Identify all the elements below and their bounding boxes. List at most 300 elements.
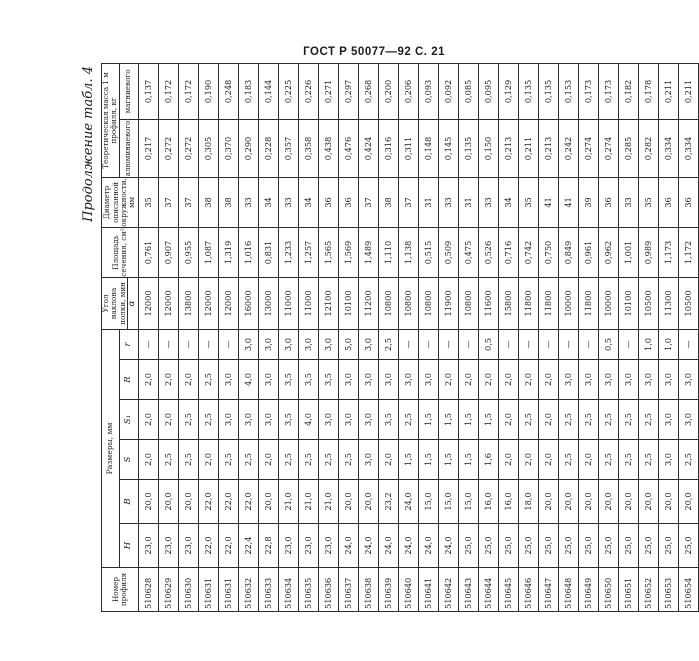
dim-R-cell: 3,0 — [378, 360, 398, 400]
table-row — [218, 63, 238, 611]
diameter-cell: 39 — [578, 177, 598, 227]
dim-S1-cell: 3,0 — [658, 400, 678, 440]
profile-number-cell: 510646 — [518, 568, 538, 612]
mass-magnesium-cell: 0,092 — [438, 63, 458, 119]
dim-R-cell: 2,0 — [158, 360, 178, 400]
table-row — [298, 63, 318, 611]
mass-aluminum-cell: 0,274 — [598, 119, 618, 177]
dim-H-cell: 25,0 — [518, 524, 538, 568]
mass-aluminum-cell: 0,358 — [298, 119, 318, 177]
profile-number-cell: 510647 — [538, 568, 558, 612]
diameter-cell: 35 — [518, 177, 538, 227]
header-magnesium: магниевого — [119, 63, 138, 119]
dim-S-cell: 2,5 — [338, 440, 358, 480]
profile-number-cell: 510628 — [138, 568, 158, 612]
angle-alpha-cell: 13000 — [258, 277, 278, 329]
dim-S-cell: 2,5 — [298, 440, 318, 480]
mass-magnesium-cell: 0,085 — [458, 63, 478, 119]
angle-alpha-cell: 10800 — [458, 277, 478, 329]
profile-number-cell: 510638 — [358, 568, 378, 612]
dim-H-cell: 24,0 — [358, 524, 378, 568]
dim-B-cell: 16,0 — [498, 480, 518, 524]
dim-B-cell: 20,0 — [138, 480, 158, 524]
dim-r-cell: 3,0 — [358, 329, 378, 359]
dim-r-cell: 3,0 — [258, 329, 278, 359]
dim-H-cell: 24,0 — [398, 524, 418, 568]
mass-aluminum-cell: 0,305 — [198, 119, 218, 177]
diameter-cell: 41 — [558, 177, 578, 227]
mass-aluminum-cell: 0,476 — [338, 119, 358, 177]
dim-H-cell: 23,0 — [158, 524, 178, 568]
diameter-cell: 38 — [378, 177, 398, 227]
mass-magnesium-cell: 0,225 — [278, 63, 298, 119]
area-cell: 1,001 — [618, 227, 638, 277]
dim-B-cell: 20,0 — [678, 480, 698, 524]
dim-S1-cell: 2,5 — [598, 400, 618, 440]
mass-magnesium-cell: 0,093 — [418, 63, 438, 119]
dim-R-cell: 3,5 — [318, 360, 338, 400]
mass-aluminum-cell: 0,145 — [438, 119, 458, 177]
profile-number-cell: 510644 — [478, 568, 498, 612]
profile-number-cell: 510642 — [438, 568, 458, 612]
dim-S1-cell: 2,5 — [638, 400, 658, 440]
diameter-cell: 33 — [478, 177, 498, 227]
diameter-cell: 35 — [638, 177, 658, 227]
diameter-cell: 33 — [238, 177, 258, 227]
dim-r-cell: — — [618, 329, 638, 359]
angle-alpha-cell: 11000 — [298, 277, 318, 329]
profile-number-cell: 510641 — [418, 568, 438, 612]
dim-R-cell: 3,0 — [218, 360, 238, 400]
dim-S-cell: 2,0 — [518, 440, 538, 480]
area-cell: 1,565 — [318, 227, 338, 277]
dim-r-cell: — — [518, 329, 538, 359]
area-cell: 1,087 — [198, 227, 218, 277]
dim-H-cell: 23,0 — [318, 524, 338, 568]
dim-B-cell: 21,0 — [298, 480, 318, 524]
table-row — [358, 63, 378, 611]
mass-magnesium-cell: 0,178 — [638, 63, 658, 119]
area-cell: 0,750 — [538, 227, 558, 277]
dim-B-cell: 20,0 — [658, 480, 678, 524]
diameter-cell: 37 — [178, 177, 198, 227]
mass-aluminum-cell: 0,334 — [678, 119, 698, 177]
profile-number-cell: 510631 — [198, 568, 218, 612]
dim-R-cell: 3,5 — [278, 360, 298, 400]
dim-r-cell: 3,0 — [238, 329, 258, 359]
mass-aluminum-cell: 0,272 — [178, 119, 198, 177]
dim-R-cell: 3,0 — [578, 360, 598, 400]
mass-aluminum-cell: 0,285 — [618, 119, 638, 177]
area-cell: 1,257 — [298, 227, 318, 277]
area-cell: 0,761 — [138, 227, 158, 277]
table-row — [618, 63, 638, 611]
dim-r-cell: 3,0 — [298, 329, 318, 359]
dim-B-cell: 20,0 — [358, 480, 378, 524]
mass-magnesium-cell: 0,129 — [498, 63, 518, 119]
dim-R-cell: 3,0 — [678, 360, 698, 400]
mass-magnesium-cell: 0,135 — [518, 63, 538, 119]
table-row — [678, 63, 698, 611]
dim-H-cell: 25,0 — [558, 524, 578, 568]
dim-B-cell: 22,0 — [198, 480, 218, 524]
dim-B-cell: 21,0 — [278, 480, 298, 524]
angle-alpha-cell: 10800 — [398, 277, 418, 329]
dim-R-cell: 3,0 — [618, 360, 638, 400]
header-alpha: α — [127, 277, 138, 329]
dim-R-cell: 2,0 — [178, 360, 198, 400]
dim-S1-cell: 2,0 — [498, 400, 518, 440]
mass-magnesium-cell: 0,095 — [478, 63, 498, 119]
dim-r-cell: — — [578, 329, 598, 359]
rotated-table-block — [79, 64, 693, 612]
diameter-cell: 41 — [538, 177, 558, 227]
angle-alpha-cell: 10500 — [638, 277, 658, 329]
mass-magnesium-cell: 0,211 — [658, 63, 678, 119]
dim-S-cell: 3,0 — [358, 440, 378, 480]
dim-H-cell: 25,0 — [658, 524, 678, 568]
header-S1: S₁ — [119, 400, 138, 440]
diameter-cell: 31 — [458, 177, 478, 227]
mass-magnesium-cell: 0,226 — [298, 63, 318, 119]
mass-aluminum-cell: 0,282 — [638, 119, 658, 177]
dim-B-cell: 15,0 — [438, 480, 458, 524]
dim-R-cell: 3,5 — [298, 360, 318, 400]
area-cell: 1,569 — [338, 227, 358, 277]
mass-aluminum-cell: 0,272 — [158, 119, 178, 177]
mass-aluminum-cell: 0,213 — [538, 119, 558, 177]
dim-H-cell: 23,0 — [178, 524, 198, 568]
angle-alpha-cell: 12000 — [158, 277, 178, 329]
dim-H-cell: 24,0 — [418, 524, 438, 568]
dim-S-cell: 1,5 — [438, 440, 458, 480]
mass-aluminum-cell: 0,228 — [258, 119, 278, 177]
header-B: B — [119, 480, 138, 524]
profile-number-cell: 510633 — [258, 568, 278, 612]
area-cell: 0,989 — [638, 227, 658, 277]
mass-magnesium-cell: 0,268 — [358, 63, 378, 119]
diameter-cell: 34 — [258, 177, 278, 227]
area-cell: 0,961 — [578, 227, 598, 277]
dim-B-cell: 22,0 — [218, 480, 238, 524]
mass-aluminum-cell: 0,135 — [458, 119, 478, 177]
table-row — [398, 63, 418, 611]
angle-alpha-cell: 15800 — [498, 277, 518, 329]
dim-H-cell: 23,0 — [138, 524, 158, 568]
profile-number-cell: 510643 — [458, 568, 478, 612]
header-diameter: Диаметр описанной окружности, мм — [102, 177, 139, 227]
mass-aluminum-cell: 0,424 — [358, 119, 378, 177]
dim-H-cell: 25,0 — [598, 524, 618, 568]
dim-H-cell: 25,0 — [638, 524, 658, 568]
diameter-cell: 37 — [398, 177, 418, 227]
angle-alpha-cell: 11900 — [438, 277, 458, 329]
dim-r-cell: — — [418, 329, 438, 359]
angle-alpha-cell: 11800 — [538, 277, 558, 329]
area-cell: 1,319 — [218, 227, 238, 277]
dim-r-cell: 2,5 — [378, 329, 398, 359]
dim-R-cell: 2,0 — [458, 360, 478, 400]
diameter-cell: 38 — [218, 177, 238, 227]
profile-number-cell: 510652 — [638, 568, 658, 612]
diameter-cell: 36 — [318, 177, 338, 227]
table-row — [318, 63, 338, 611]
dim-S-cell: 2,5 — [558, 440, 578, 480]
mass-aluminum-cell: 0,357 — [278, 119, 298, 177]
dim-r-cell: 3,0 — [278, 329, 298, 359]
area-cell: 1,110 — [378, 227, 398, 277]
area-cell: 0,515 — [418, 227, 438, 277]
mass-aluminum-cell: 0,438 — [318, 119, 338, 177]
dim-B-cell: 20,0 — [638, 480, 658, 524]
dim-r-cell: — — [458, 329, 478, 359]
header-sizes: Размеры, мм — [102, 329, 120, 567]
angle-alpha-cell: 12000 — [198, 277, 218, 329]
dim-S-cell: 1,5 — [398, 440, 418, 480]
table-row — [198, 63, 218, 611]
mass-aluminum-cell: 0,274 — [578, 119, 598, 177]
mass-aluminum-cell: 0,150 — [478, 119, 498, 177]
mass-magnesium-cell: 0,153 — [558, 63, 578, 119]
dim-S1-cell: 4,0 — [298, 400, 318, 440]
dim-S1-cell: 2,5 — [198, 400, 218, 440]
dim-S1-cell: 3,0 — [358, 400, 378, 440]
continuation-label: Продолжение табл. 4 — [81, 66, 96, 222]
dim-S1-cell: 3,0 — [678, 400, 698, 440]
dim-r-cell: 0,5 — [478, 329, 498, 359]
mass-magnesium-cell: 0,173 — [578, 63, 598, 119]
table-row — [278, 63, 298, 611]
angle-alpha-cell: 12000 — [218, 277, 238, 329]
diameter-cell: 36 — [338, 177, 358, 227]
dim-S-cell: 2,5 — [158, 440, 178, 480]
mass-aluminum-cell: 0,217 — [138, 119, 158, 177]
header-mass: Теоретическая масса 1 м профиля, кг — [102, 63, 120, 177]
dim-H-cell: 25,0 — [678, 524, 698, 568]
dim-H-cell: 25,0 — [538, 524, 558, 568]
dim-R-cell: 3,0 — [638, 360, 658, 400]
profile-number-cell: 510654 — [678, 568, 698, 612]
dim-r-cell: — — [178, 329, 198, 359]
angle-alpha-cell: 11300 — [658, 277, 678, 329]
profile-number-cell: 510632 — [238, 568, 258, 612]
dim-H-cell: 25,0 — [618, 524, 638, 568]
area-cell: 0,509 — [438, 227, 458, 277]
dim-S-cell: 2,0 — [198, 440, 218, 480]
dim-B-cell: 16,0 — [478, 480, 498, 524]
header-angle: Угол наклона полки, мин — [102, 277, 128, 329]
dim-H-cell: 24,0 — [338, 524, 358, 568]
dim-R-cell: 2,0 — [518, 360, 538, 400]
dim-B-cell: 20,0 — [618, 480, 638, 524]
dim-R-cell: 3,0 — [658, 360, 678, 400]
mass-magnesium-cell: 0,182 — [618, 63, 638, 119]
dim-S-cell: 2,5 — [678, 440, 698, 480]
dim-H-cell: 25,0 — [458, 524, 478, 568]
table-row — [258, 63, 278, 611]
table-row — [418, 63, 438, 611]
standard-reference: ГОСТ Р 50077—92 С. 21 — [303, 46, 445, 58]
dim-R-cell: 2,0 — [138, 360, 158, 400]
mass-aluminum-cell: 0,211 — [518, 119, 538, 177]
profile-number-cell: 510651 — [618, 568, 638, 612]
dim-R-cell: 3,0 — [258, 360, 278, 400]
dim-B-cell: 20,0 — [598, 480, 618, 524]
dim-r-cell: — — [678, 329, 698, 359]
mass-magnesium-cell: 0,297 — [338, 63, 358, 119]
table-row — [138, 63, 158, 611]
diameter-cell: 34 — [498, 177, 518, 227]
area-cell: 1,173 — [658, 227, 678, 277]
dim-S1-cell: 1,5 — [438, 400, 458, 440]
dim-R-cell: 3,0 — [558, 360, 578, 400]
angle-alpha-cell: 12100 — [318, 277, 338, 329]
page-header — [0, 0, 465, 70]
profile-number-cell: 510636 — [318, 568, 338, 612]
profile-number-cell: 510634 — [278, 568, 298, 612]
angle-alpha-cell: 16000 — [238, 277, 258, 329]
angle-alpha-cell: 12000 — [138, 277, 158, 329]
dim-S-cell: 2,5 — [178, 440, 198, 480]
dim-S-cell: 1,5 — [418, 440, 438, 480]
table-row — [558, 63, 578, 611]
angle-alpha-cell: 10800 — [418, 277, 438, 329]
dim-B-cell: 20,0 — [538, 480, 558, 524]
dim-S1-cell: 2,0 — [138, 400, 158, 440]
mass-aluminum-cell: 0,148 — [418, 119, 438, 177]
table-row — [178, 63, 198, 611]
diameter-cell: 37 — [358, 177, 378, 227]
angle-alpha-cell: 11200 — [358, 277, 378, 329]
area-cell: 0,475 — [458, 227, 478, 277]
profile-number-cell: 510630 — [178, 568, 198, 612]
dim-S1-cell: 3,0 — [318, 400, 338, 440]
mass-aluminum-cell: 0,290 — [238, 119, 258, 177]
dim-B-cell: 20,0 — [338, 480, 358, 524]
profile-number-cell: 510629 — [158, 568, 178, 612]
dim-S-cell: 2,0 — [498, 440, 518, 480]
dim-S-cell: 1,6 — [478, 440, 498, 480]
table-row — [478, 63, 498, 611]
dim-R-cell: 2,5 — [198, 360, 218, 400]
diameter-cell: 33 — [618, 177, 638, 227]
dim-r-cell: 5,0 — [338, 329, 358, 359]
dim-H-cell: 22,0 — [198, 524, 218, 568]
mass-magnesium-cell: 0,211 — [678, 63, 698, 119]
area-cell: 0,831 — [258, 227, 278, 277]
header-H: H — [119, 524, 138, 568]
dim-S1-cell: 3,0 — [238, 400, 258, 440]
dim-R-cell: 2,0 — [498, 360, 518, 400]
dim-r-cell: — — [198, 329, 218, 359]
dim-H-cell: 24,0 — [378, 524, 398, 568]
profile-number-cell: 510639 — [378, 568, 398, 612]
dim-S1-cell: 1,5 — [418, 400, 438, 440]
dim-S1-cell: 2,0 — [158, 400, 178, 440]
area-cell: 1,233 — [278, 227, 298, 277]
dim-r-cell: — — [398, 329, 418, 359]
mass-magnesium-cell: 0,137 — [138, 63, 158, 119]
mass-magnesium-cell: 0,183 — [238, 63, 258, 119]
profile-number-cell: 510631 — [218, 568, 238, 612]
angle-alpha-cell: 11600 — [478, 277, 498, 329]
table-row — [338, 63, 358, 611]
diameter-cell: 33 — [278, 177, 298, 227]
dim-S1-cell: 1,5 — [478, 400, 498, 440]
dim-S-cell: 2,5 — [598, 440, 618, 480]
mass-aluminum-cell: 0,213 — [498, 119, 518, 177]
dim-S-cell: 2,5 — [238, 440, 258, 480]
mass-magnesium-cell: 0,172 — [178, 63, 198, 119]
diameter-cell: 36 — [658, 177, 678, 227]
area-cell: 0,955 — [178, 227, 198, 277]
dim-B-cell: 20,0 — [558, 480, 578, 524]
dim-R-cell: 3,0 — [338, 360, 358, 400]
dim-r-cell: 0,5 — [598, 329, 618, 359]
profile-number-cell: 510637 — [338, 568, 358, 612]
dim-R-cell: 2,0 — [438, 360, 458, 400]
dim-r-cell: — — [498, 329, 518, 359]
dim-B-cell: 23,2 — [378, 480, 398, 524]
diameter-cell: 31 — [418, 177, 438, 227]
table-row — [238, 63, 258, 611]
dim-H-cell: 22,0 — [218, 524, 238, 568]
area-cell: 0,742 — [518, 227, 538, 277]
profile-number-cell: 510650 — [598, 568, 618, 612]
angle-alpha-cell: 10000 — [598, 277, 618, 329]
dim-S1-cell: 2,5 — [518, 400, 538, 440]
dim-S1-cell: 2,5 — [618, 400, 638, 440]
dim-R-cell: 2,0 — [538, 360, 558, 400]
angle-alpha-cell: 11800 — [578, 277, 598, 329]
dim-H-cell: 24,0 — [438, 524, 458, 568]
diameter-cell: 34 — [298, 177, 318, 227]
dim-r-cell: — — [438, 329, 458, 359]
dim-S-cell: 2,5 — [318, 440, 338, 480]
area-cell: 1,489 — [358, 227, 378, 277]
dim-S1-cell: 2,5 — [398, 400, 418, 440]
dim-B-cell: 22,0 — [238, 480, 258, 524]
dim-R-cell: 2,0 — [478, 360, 498, 400]
header-R: R — [119, 360, 138, 400]
dim-R-cell: 3,0 — [418, 360, 438, 400]
mass-aluminum-cell: 0,242 — [558, 119, 578, 177]
dim-S1-cell: 3,0 — [218, 400, 238, 440]
dim-S1-cell: 1,5 — [458, 400, 478, 440]
dim-R-cell: 3,0 — [358, 360, 378, 400]
dim-S1-cell: 2,5 — [178, 400, 198, 440]
angle-alpha-cell: 10800 — [378, 277, 398, 329]
dim-H-cell: 22,8 — [258, 524, 278, 568]
dim-R-cell: 3,0 — [598, 360, 618, 400]
dim-r-cell: — — [218, 329, 238, 359]
profile-number-cell: 510649 — [578, 568, 598, 612]
mass-aluminum-cell: 0,311 — [398, 119, 418, 177]
mass-magnesium-cell: 0,144 — [258, 63, 278, 119]
area-cell: 1,138 — [398, 227, 418, 277]
table-row — [458, 63, 478, 611]
header-aluminum: алюминиевого — [119, 119, 138, 177]
profile-number-cell: 510645 — [498, 568, 518, 612]
mass-aluminum-cell: 0,316 — [378, 119, 398, 177]
dim-H-cell: 23,0 — [278, 524, 298, 568]
dim-B-cell: 15,0 — [458, 480, 478, 524]
diameter-cell: 33 — [438, 177, 458, 227]
dim-r-cell: 1,0 — [638, 329, 658, 359]
dim-H-cell: 22,4 — [238, 524, 258, 568]
dim-S1-cell: 3,0 — [338, 400, 358, 440]
dim-S1-cell: 3,0 — [258, 400, 278, 440]
